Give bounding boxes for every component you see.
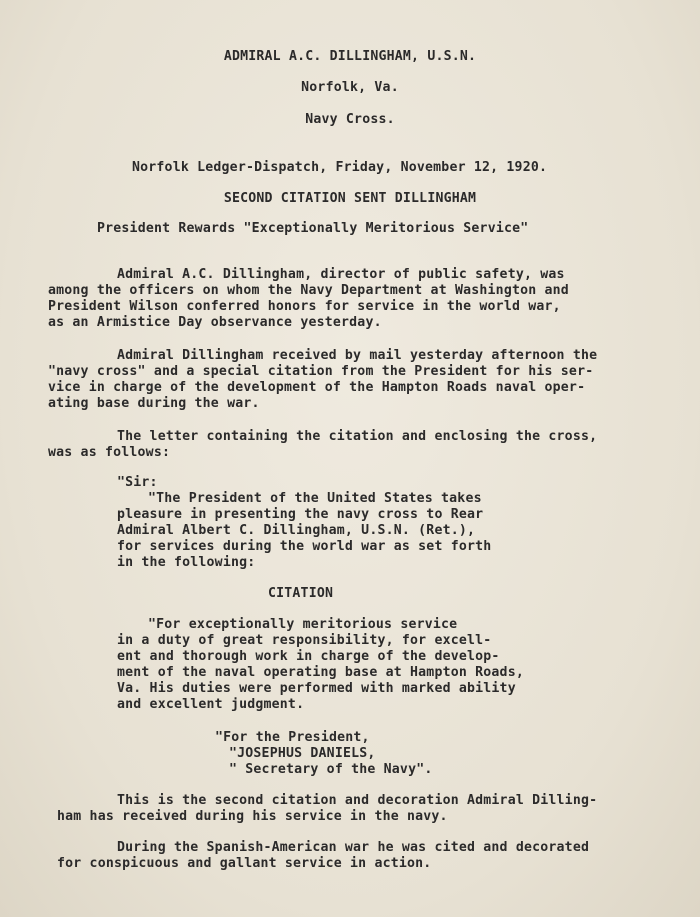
paragraph-line: vice in charge of the development of the Hampton Roads naval oper-: [48, 380, 586, 395]
paragraph-line: "navy cross" and a special citation from the President for his ser-: [48, 364, 594, 379]
citation-line: "For exceptionally meritorious service: [148, 617, 458, 632]
citation-line: ment of the naval operating base at Hampton Roads,: [117, 665, 524, 680]
paragraph-line: ating base during the war.: [48, 396, 260, 411]
paragraph-line: President Wilson conferred honors for service in the world war,: [48, 299, 561, 314]
letter-line: "Sir:: [117, 475, 158, 490]
source-line: Norfolk Ledger-Dispatch, Friday, November 12, 1920.: [132, 160, 548, 175]
citation-heading: CITATION: [268, 586, 334, 601]
headline: SECOND CITATION SENT DILLINGHAM: [223, 191, 477, 206]
subheadline: President Rewards "Exceptionally Meritorious Service": [97, 221, 529, 236]
signature-line: " Secretary of the Navy".: [229, 762, 433, 777]
paragraph-line: Admiral A.C. Dillingham, director of public safety, was: [117, 267, 565, 282]
letter-line: pleasure in presenting the navy cross to Rear: [117, 507, 484, 522]
paragraph-line: During the Spanish-American war he was cited and decorated: [117, 840, 590, 855]
paragraph-line: ham has received during his service in the navy.: [57, 809, 448, 824]
signature-line: "For the President,: [215, 730, 370, 745]
header-location: Norfolk, Va.: [301, 80, 399, 95]
citation-line: Va. His duties were performed with marked ability: [117, 681, 516, 696]
letter-line: Admiral Albert C. Dillingham, U.S.N. (Ret.),: [117, 523, 476, 538]
paragraph-line: The letter containing the citation and enclosing the cross,: [117, 429, 598, 444]
paragraph-line: for conspicuous and gallant service in action.: [57, 856, 432, 871]
paragraph-line: This is the second citation and decoration Admiral Dilling-: [117, 793, 598, 808]
paragraph-line: among the officers on whom the Navy Department at Washington and: [48, 283, 569, 298]
header-award: Navy Cross.: [305, 112, 395, 127]
letter-line: "The President of the United States takes: [148, 491, 482, 506]
citation-line: and excellent judgment.: [117, 697, 305, 712]
letter-line: in the following:: [117, 555, 256, 570]
letter-line: for services during the world war as set forth: [117, 539, 492, 554]
citation-line: ent and thorough work in charge of the develop-: [117, 649, 500, 664]
citation-line: in a duty of great responsibility, for excell-: [117, 633, 492, 648]
header-name: ADMIRAL A.C. DILLINGHAM, U.S.N.: [223, 49, 477, 64]
paragraph-line: was as follows:: [48, 445, 171, 460]
paragraph-line: as an Armistice Day observance yesterday.: [48, 315, 382, 330]
paragraph-line: Admiral Dillingham received by mail yesterday afternoon the: [117, 348, 598, 363]
signature-line: "JOSEPHUS DANIELS,: [229, 746, 376, 761]
